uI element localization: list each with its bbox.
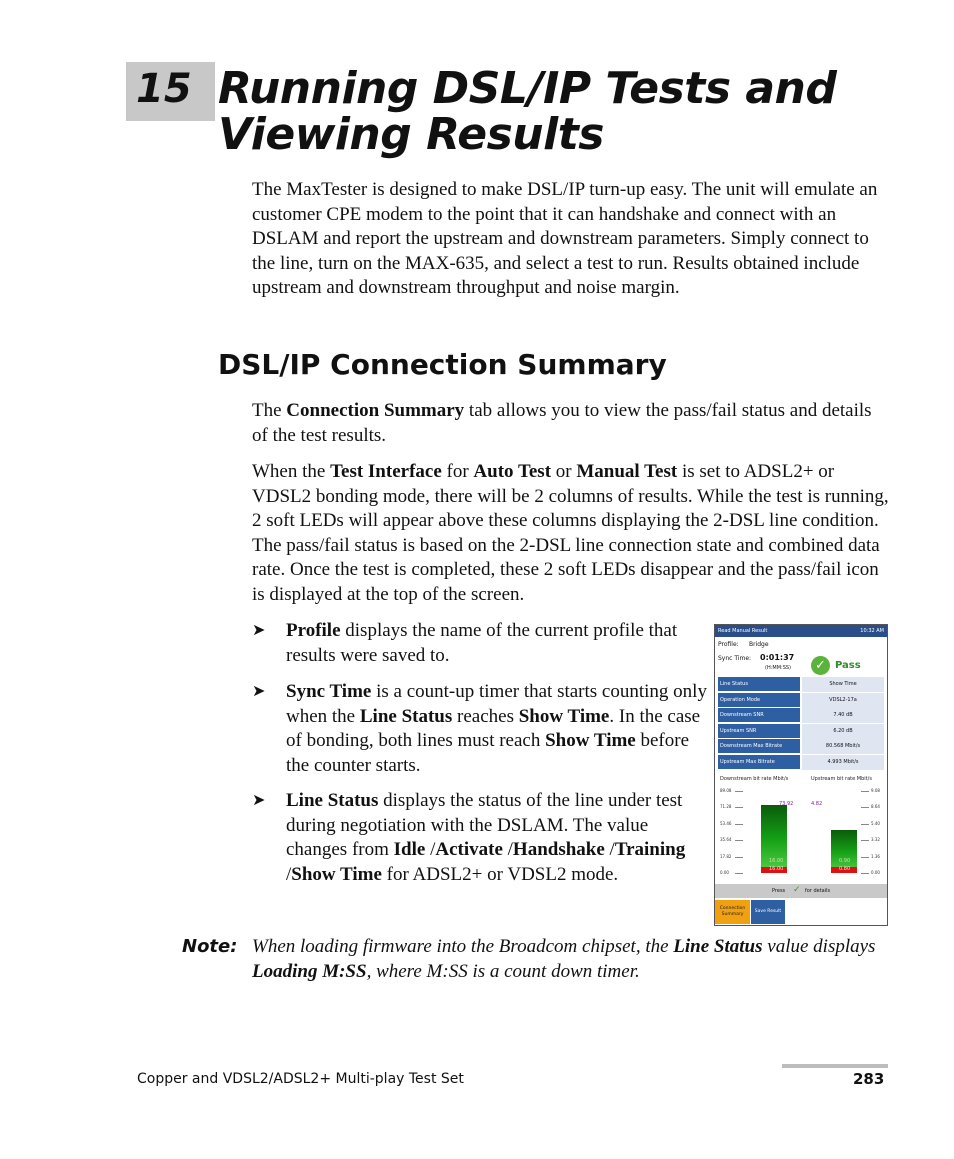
press-for-details-bar [715, 884, 887, 898]
result-key: Upstream SNR [718, 724, 800, 739]
downstream-bar-value: 73.92 [779, 801, 794, 807]
result-value: 7.40 dB [802, 708, 884, 724]
arrow-icon: ➤ [252, 683, 266, 700]
bullet-profile: ➤ Profile displays the name of the current profile that results were saved to. [252, 620, 678, 666]
section-title: DSL/IP Connection Summary [218, 348, 667, 381]
chapter-number-box [126, 62, 215, 121]
downstream-tick-label: 89.08 [720, 788, 732, 793]
upstream-tick-label: 8.64 [871, 804, 880, 810]
upstream-bar-value: 4.82 [811, 801, 823, 807]
upstream-inner-value: 0.90 [839, 858, 851, 864]
downstream-tick-mark [735, 857, 743, 858]
chapter-number: 15 [136, 66, 192, 112]
profile-value: Bridge [749, 641, 769, 648]
tab-save-result[interactable]: Save Result [751, 900, 785, 924]
footer-title: Copper and VDSL2/ADSL2+ Multi-play Test Set [137, 1071, 464, 1087]
result-value: 6.20 dB [802, 724, 884, 740]
profile-label: Profile: [718, 641, 739, 648]
for-details-text: for details [805, 888, 831, 894]
pass-label: Pass [835, 660, 861, 671]
upstream-tick-label: 3.32 [871, 837, 880, 843]
upstream-tick-mark [861, 873, 869, 874]
result-key: Upstream Max Bitrate [718, 755, 800, 770]
upstream-tick-label: 0.00 [871, 870, 880, 875]
upstream-tick-mark [861, 840, 869, 841]
footer-rule [782, 1064, 888, 1068]
chapter-title [218, 63, 918, 160]
downstream-graph-title: Downstream bit rate Mbit/s [720, 776, 789, 782]
pass-check-icon: ✓ [811, 656, 830, 675]
result-table-row [718, 693, 884, 708]
sync-time-value: 0:01:37 [760, 653, 795, 662]
bonding-paragraph: When the Test Interface for Auto Test or Manual Test is set to ADSL2+ or VDSL2 bonding mode, there will be 2 columns of results. While the test is running, 2 soft LEDs will appear above these columns displaying the 2-DSL line condition. The pass/fail status is based on the 2-DSL line connection state and combined data rate. Once the test is completed, these 2 soft LEDs disappear and the pass/fail icon is displayed at the top of the screen. [252, 461, 889, 605]
result-screenshot [714, 624, 888, 926]
upstream-graph-title: Upstream bit rate Mbit/s [811, 776, 872, 782]
result-table-row [718, 708, 884, 723]
arrow-icon: ➤ [252, 792, 266, 809]
downstream-tick-mark [735, 791, 743, 792]
press-text: Press [772, 888, 786, 894]
arrow-icon: ➤ [252, 622, 266, 639]
upstream-min-value: 0.80 [839, 866, 851, 872]
downstream-tick-label: 71.28 [720, 804, 732, 810]
upstream-tick-label: 9.08 [871, 788, 880, 793]
result-table-row [718, 724, 884, 739]
result-value: 80.568 Mbit/s [802, 739, 884, 755]
note-text: When loading firmware into the Broadcom chipset, the Line Status value displays Loading M:SS, where M:SS is a count down timer. [252, 936, 876, 982]
result-table-row [718, 755, 884, 770]
intro-paragraph: The MaxTester is designed to make DSL/IP turn-up easy. The unit will emulate an customer CPE modem to the point that it can handshake and connect with an DSLAM and report the upstream and downstream parameters. Simply connect to the line, turn on the MAX-635, and select a test to run. Results obtained include upstream and downstream throughput and noise margin. [252, 179, 878, 299]
downstream-tick-label: 53.46 [720, 820, 732, 826]
chapter-title-line2: Viewing Results [218, 109, 604, 160]
connection-summary-paragraph: The Connection Summary tab allows you to view the pass/fail status and details of the test results. [252, 400, 872, 446]
result-key: Downstream SNR [718, 708, 800, 723]
downstream-tick-label: 35.64 [720, 837, 732, 843]
downstream-tick-mark [735, 824, 743, 825]
result-key: Downstream Max Bitrate [718, 739, 800, 754]
result-table-row [718, 739, 884, 754]
upstream-tick-label: 1.36 [871, 853, 880, 859]
upstream-tick-label: 5.40 [871, 820, 880, 826]
note-label: Note: [182, 936, 238, 957]
bullet-line-status: ➤ Line Status displays the status of the line under test during negotiation with the DSLAM. The value changes from Idle /Activate /Handshake /Training /Show Time for ADSL2+ or VDSL2 mode. [252, 790, 686, 885]
bullet-sync-time: ➤ Sync Time is a count-up timer that starts counting only when the Line Status reaches Show Time. In the case of bonding, both lines must reach Show Time before the counter starts. [252, 681, 707, 776]
page-number: 283 [853, 1070, 885, 1088]
sync-time-label: Sync Time: [718, 655, 752, 662]
result-value: 4.993 Mbit/s [802, 755, 884, 771]
downstream-tick-label: 17.82 [720, 853, 732, 859]
screenshot-title: Read Manual Result [718, 628, 768, 634]
upstream-tick-mark [861, 807, 869, 808]
result-key: Line Status [718, 677, 800, 692]
downstream-inner-value: 16.00 [769, 858, 784, 864]
screenshot-titlebar [715, 625, 887, 637]
upstream-tick-mark [861, 857, 869, 858]
result-table-row [718, 677, 884, 692]
result-value: Show Time [802, 677, 884, 693]
sync-time-unit: (H:MM:SS) [765, 665, 792, 671]
downstream-min-value: 16.00 [769, 866, 784, 872]
downstream-tick-mark [735, 840, 743, 841]
result-value: VDSL2-17a [802, 693, 884, 709]
downstream-tick-mark [735, 873, 743, 874]
upstream-tick-mark [861, 791, 869, 792]
screenshot-clock: 10:32 AM [860, 628, 884, 634]
downstream-tick-mark [735, 807, 743, 808]
result-key: Operation Mode [718, 693, 800, 708]
downstream-tick-label: 0.00 [720, 870, 729, 875]
check-icon: ✓ [793, 885, 801, 895]
upstream-tick-mark [861, 824, 869, 825]
chapter-title-line1: Running DSL/IP Tests and [218, 63, 837, 114]
tab-connection-summary[interactable]: Connection Summary [715, 900, 750, 924]
